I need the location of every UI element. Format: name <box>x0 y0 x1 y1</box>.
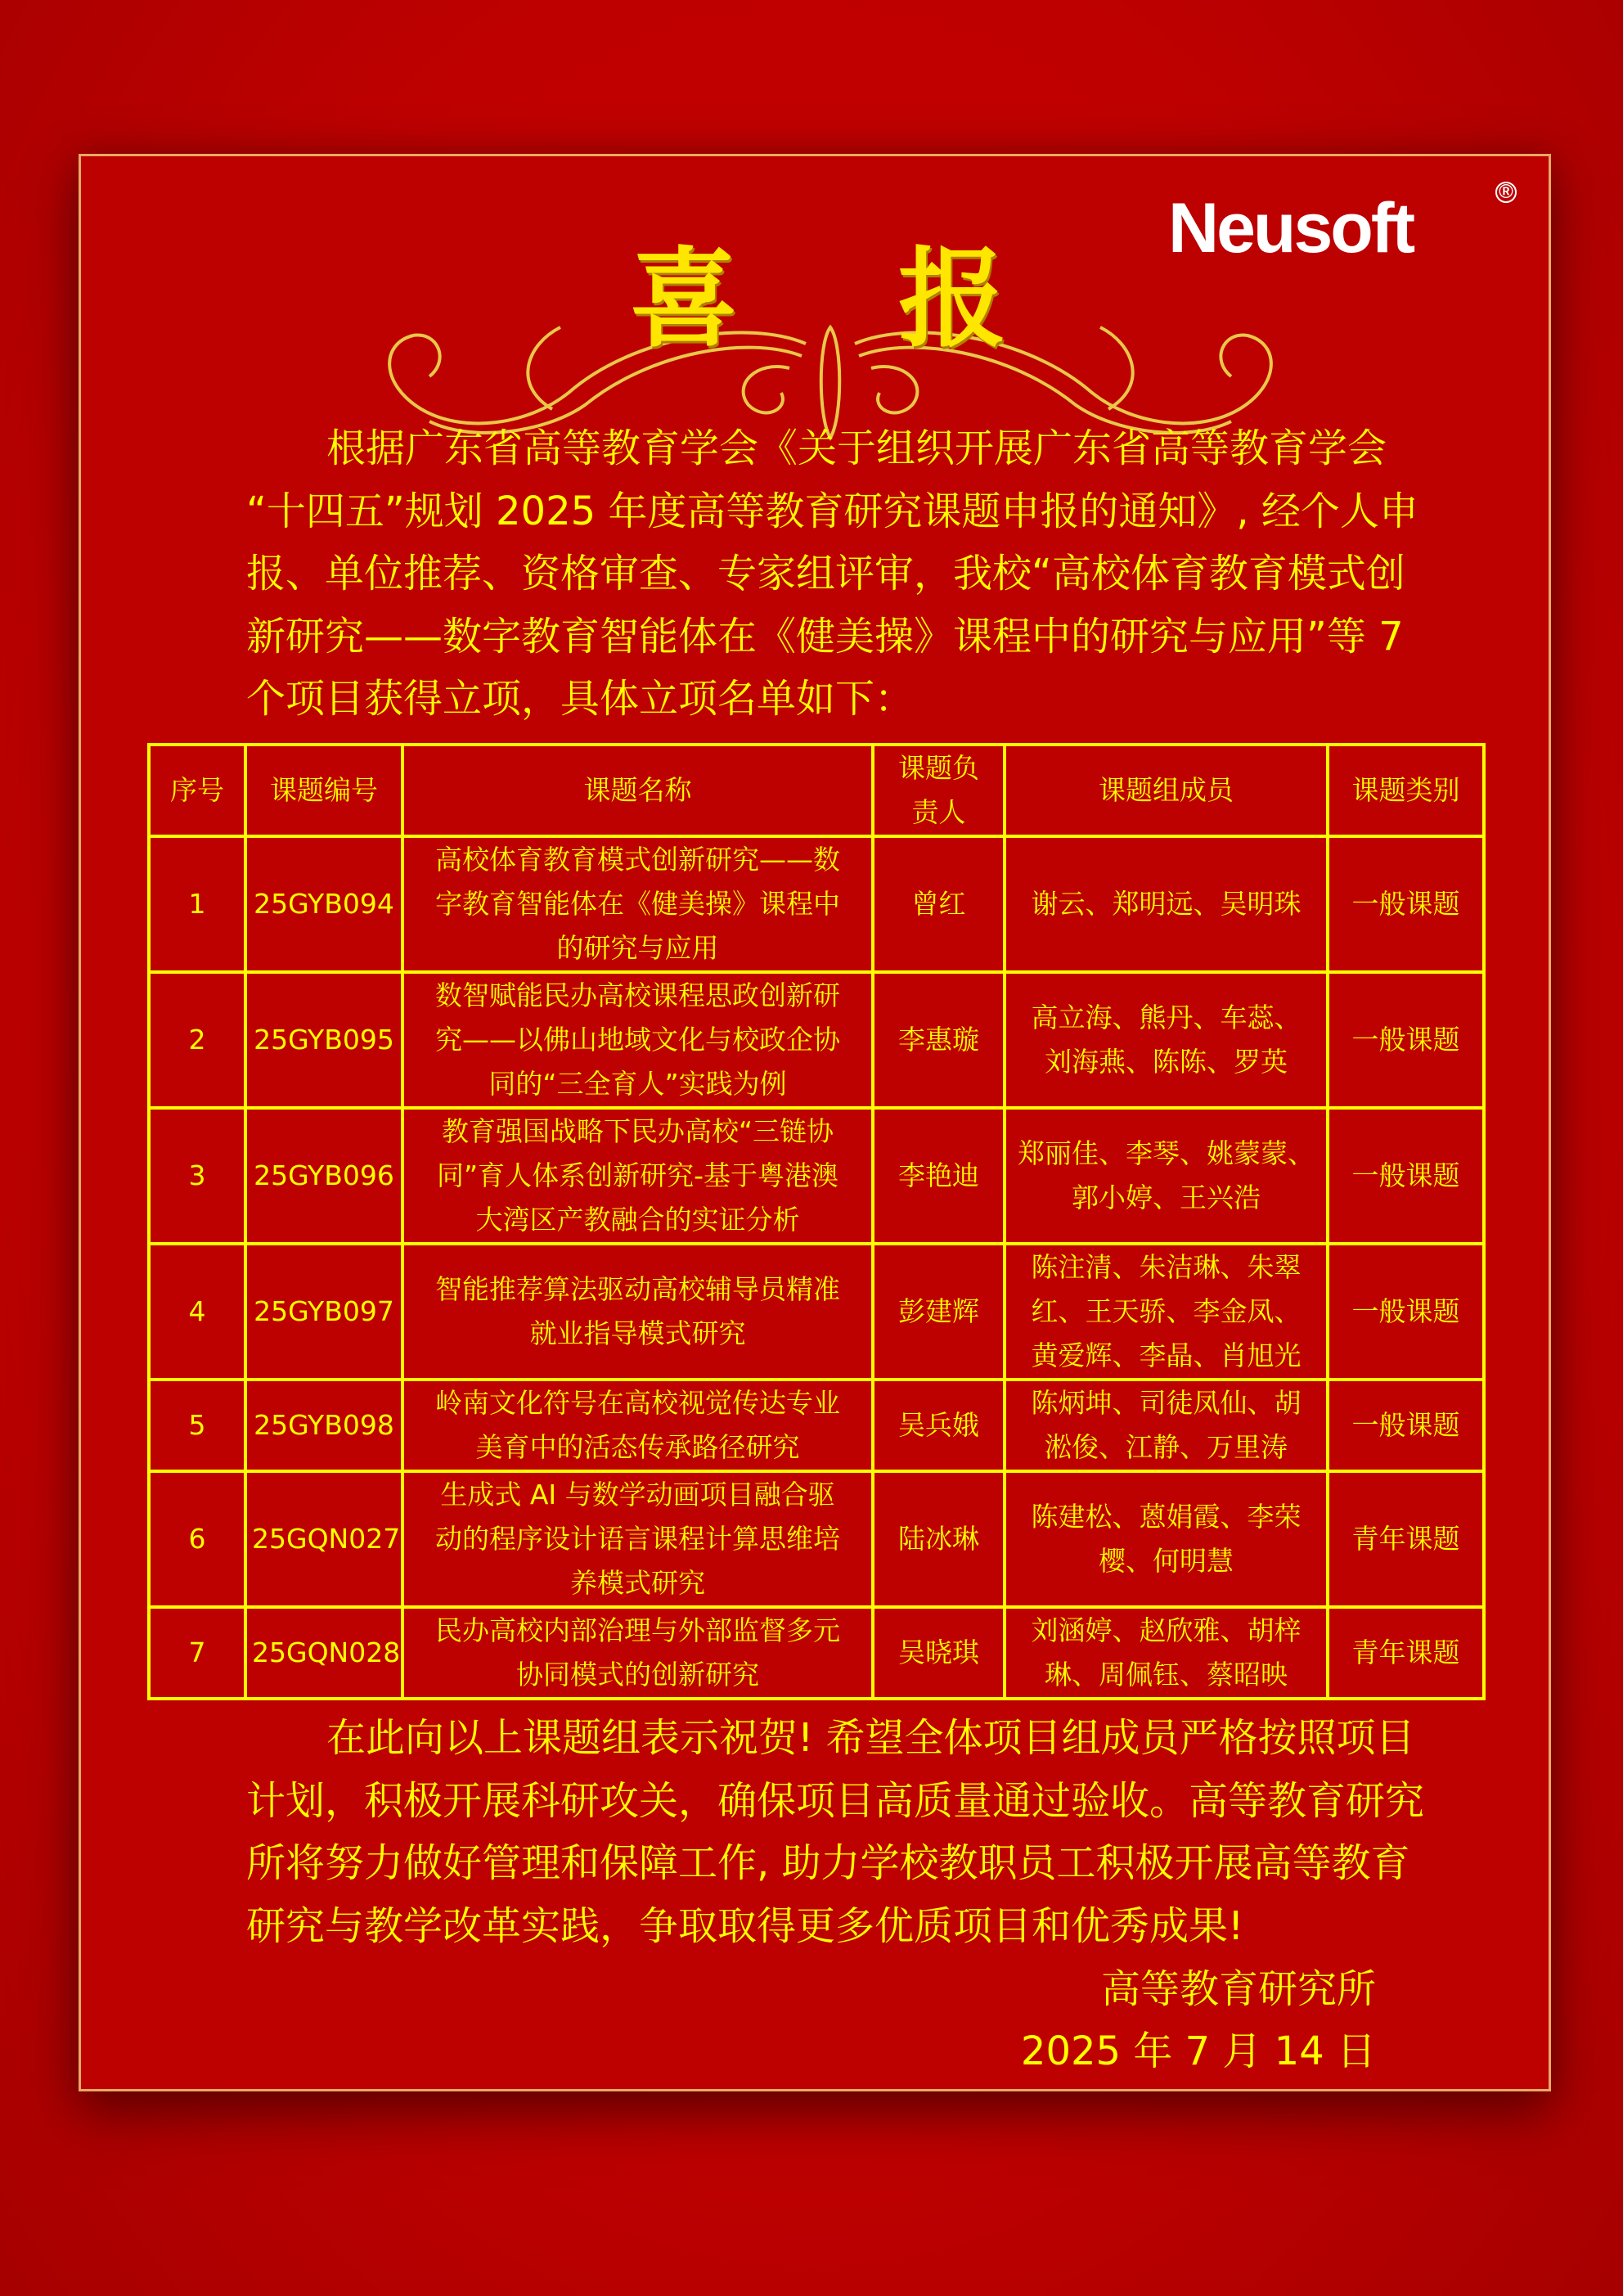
cell-index: 2 <box>149 972 245 1108</box>
table-row <box>149 1471 1484 1607</box>
header-col-code: 课题编号 <box>245 745 402 836</box>
cell-category: 一般课题 <box>1328 1108 1484 1244</box>
closing-line: 研究与教学改革实践，争取取得更多优质项目和优秀成果! <box>246 1902 1244 1949</box>
header-col-name: 课题名称 <box>402 745 873 836</box>
cell-leader: 陆冰琳 <box>873 1471 1005 1607</box>
cell-category: 一般课题 <box>1328 972 1484 1108</box>
closing-line: 计划，积极开展科研攻关，确保项目高质量通过验收。高等教育研究 <box>246 1777 1425 1824</box>
table-row <box>149 1607 1484 1699</box>
cell-name: 教育强国战略下民办高校“三链协 同”育人体系创新研究-基于粤港澳 大湾区产教融合的实证分析 <box>402 1108 873 1244</box>
cell-code: 25GQN028 <box>245 1607 402 1699</box>
cell-members: 郑丽佳、李琴、姚蒙蒙、 郭小婷、王兴浩 <box>1005 1108 1328 1244</box>
cell-index: 3 <box>149 1108 245 1244</box>
header-col-members: 课题组成员 <box>1005 745 1328 836</box>
table-row <box>149 836 1484 972</box>
cell-members: 陈建松、蒽娟霞、李荣 樱、何明慧 <box>1005 1471 1328 1607</box>
table-header-row <box>149 745 1484 836</box>
cell-name: 智能推荐算法驱动高校辅导员精准 就业指导模式研究 <box>402 1244 873 1380</box>
closing-line: 所将努力做好管理和保障工作, 助力学校教职员工积极开展高等教育 <box>246 1840 1410 1886</box>
cell-members: 陈炳坤、司徒凤仙、胡 淞俊、江静、万里涛 <box>1005 1380 1328 1471</box>
header-col-category: 课题类别 <box>1328 745 1484 836</box>
table-row <box>149 1380 1484 1471</box>
cell-index: 4 <box>149 1244 245 1380</box>
cell-members: 刘涵婷、赵欣雅、胡梓 琳、周佩钰、蔡昭映 <box>1005 1607 1328 1699</box>
cell-name: 民办高校内部治理与外部监督多元 协同模式的创新研究 <box>402 1607 873 1699</box>
intro-line: 个项目获得立项，具体立项名单如下： <box>246 676 915 722</box>
table-row <box>149 972 1484 1108</box>
cell-leader: 李惠璇 <box>873 972 1005 1108</box>
cell-name: 数智赋能民办高校课程思政创新研 究——以佛山地域文化与校政企协 同的“三全育人”实践为例 <box>402 972 873 1108</box>
neusoft-logo: Neusoft <box>1168 189 1414 268</box>
header-col-leader: 课题负 责人 <box>873 745 1005 836</box>
page-title <box>630 236 1006 362</box>
registered-mark: ® <box>1495 182 1517 203</box>
cell-index: 6 <box>149 1471 245 1607</box>
header-col-index: 序号 <box>149 745 245 836</box>
cell-members: 谢云、郑明远、吴明珠 <box>1005 836 1328 972</box>
intro-line: “十四五”规划 2025 年度高等教育研究课题申报的通知》, 经个人申 <box>246 488 1418 534</box>
cell-category: 青年课题 <box>1328 1471 1484 1607</box>
cell-members: 高立海、熊丹、车蕊、 刘海燕、陈陈、罗英 <box>1005 972 1328 1108</box>
signature-org: 高等教育研究所 <box>1100 1966 1376 2012</box>
cell-leader: 曾红 <box>873 836 1005 972</box>
cell-members: 陈注清、朱洁琳、朱翠 红、王天骄、李金凤、 黄爱辉、李晶、肖旭光 <box>1005 1244 1328 1380</box>
cell-name: 岭南文化符号在高校视觉传达专业 美育中的活态传承路径研究 <box>402 1380 873 1471</box>
cell-category: 一般课题 <box>1328 1244 1484 1380</box>
cell-category: 一般课题 <box>1328 1380 1484 1471</box>
cell-name: 生成式 AI 与数学动画项目融合驱 动的程序设计语言课程计算思维培 养模式研究 <box>402 1471 873 1607</box>
cell-code: 25GYB096 <box>245 1108 402 1244</box>
intro-line: 根据广东省高等教育学会《关于组织开展广东省高等教育学会 <box>326 425 1387 471</box>
closing-line: 在此向以上课题组表示祝贺! 希望全体项目组成员严格按照项目 <box>326 1715 1415 1761</box>
cell-code: 25GYB097 <box>245 1244 402 1380</box>
cell-code: 25GYB098 <box>245 1380 402 1471</box>
cell-index: 7 <box>149 1607 245 1699</box>
cell-leader: 吴晓琪 <box>873 1607 1005 1699</box>
cell-code: 25GYB095 <box>245 972 402 1108</box>
cell-code: 25GQN027 <box>245 1471 402 1607</box>
cell-category: 青年课题 <box>1328 1607 1484 1699</box>
cell-name: 高校体育教育模式创新研究——数 字教育智能体在《健美操》课程中 的研究与应用 <box>402 836 873 972</box>
cell-category: 一般课题 <box>1328 836 1484 972</box>
intro-paragraph <box>246 417 1418 731</box>
intro-line: 新研究——数字教育智能体在《健美操》课程中的研究与应用”等 7 <box>246 613 1404 660</box>
cell-leader: 彭建辉 <box>873 1244 1005 1380</box>
signature-date: 2025 年 7 月 14 日 <box>1020 2028 1376 2074</box>
cell-index: 5 <box>149 1380 245 1471</box>
cell-index: 1 <box>149 836 245 972</box>
cell-code: 25GYB094 <box>245 836 402 972</box>
intro-line: 报、单位推荐、资格审查、专家组评审，我校“高校体育教育模式创 <box>246 551 1405 597</box>
table-row <box>149 1108 1484 1244</box>
table-row <box>149 1244 1484 1380</box>
title-char: 喜 <box>630 236 738 362</box>
title-char: 报 <box>898 236 1006 362</box>
cell-leader: 吴兵娥 <box>873 1380 1005 1471</box>
closing-paragraph <box>246 1707 1425 1957</box>
cell-leader: 李艳迪 <box>873 1108 1005 1244</box>
project-table <box>147 743 1486 1700</box>
